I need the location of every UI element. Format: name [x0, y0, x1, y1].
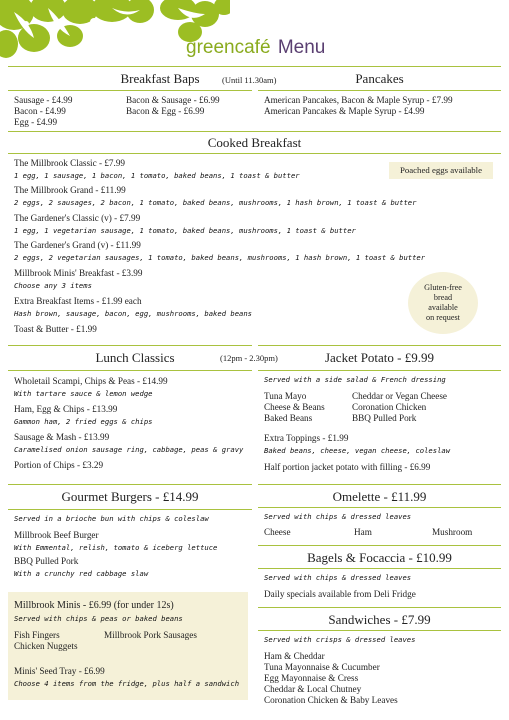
divider	[258, 607, 501, 608]
omelette-option: Cheese	[264, 527, 291, 537]
gluten-line: bread	[433, 293, 453, 302]
jacket-subtitle: Served with a side salad & French dressing	[264, 375, 446, 384]
pancakes-title: Pancakes	[355, 71, 404, 86]
divider	[258, 630, 501, 631]
divider	[258, 370, 501, 371]
omelette-option: Ham	[354, 527, 372, 537]
divider	[258, 90, 501, 91]
divider	[8, 66, 501, 67]
divider	[8, 509, 252, 510]
minis-item: Millbrook Pork Sausages	[104, 630, 197, 640]
cooked-item-desc: Hash brown, sausage, bacon, egg, mushrooms, baked beans	[14, 309, 252, 318]
divider	[8, 153, 501, 154]
divider	[258, 507, 501, 508]
minis-item: Chicken Nuggets	[14, 641, 78, 651]
minis-seed-tray: Minis' Seed Tray - £6.99	[14, 666, 105, 676]
jacket-potato-title: Jacket Potato - £9.99	[324, 350, 435, 365]
gluten-line: available	[428, 303, 458, 312]
cooked-item-name: Millbrook Minis' Breakfast - £3.99	[14, 268, 143, 278]
burger-name: Millbrook Beef Burger	[14, 530, 99, 540]
sandwiches-subtitle: Served with crisps & dressed leaves	[264, 635, 416, 644]
logo	[186, 37, 325, 59]
lunch-item-desc: With tartare sauce & lemon wedge	[14, 389, 153, 398]
jacket-filling: Cheese & Beans	[264, 402, 325, 412]
divider	[8, 484, 252, 485]
sandwich-item: Coronation Chicken & Baby Leaves	[264, 695, 398, 705]
burgers-subtitle: Served in a brioche bun with chips & coleslaw	[14, 514, 209, 523]
omelette-option: Mushroom	[432, 527, 473, 537]
jacket-filling: Cheddar or Vegan Cheese	[352, 391, 447, 401]
divider	[258, 345, 501, 346]
omelette-title: Omelette - £11.99	[332, 489, 427, 504]
cooked-item-desc: Choose any 3 items	[14, 281, 92, 290]
burger-desc: With a crunchy red cabbage slaw	[14, 569, 149, 578]
omelette-subtitle: Served with chips & dressed leaves	[264, 512, 412, 521]
sandwich-item: Cheddar & Local Chutney	[264, 684, 362, 694]
minis-item: Fish Fingers	[14, 630, 60, 640]
lunch-item-desc: Gammon ham, 2 fried eggs & chips	[14, 417, 153, 426]
divider	[258, 484, 501, 485]
bap-item: Egg - £4.99	[14, 117, 58, 127]
poached-eggs-note	[389, 162, 493, 179]
cooked-item-name: Extra Breakfast Items - £1.99 each	[14, 296, 142, 306]
sandwich-item: Egg Mayonnaise & Cress	[264, 673, 359, 683]
cooked-item-desc: 2 eggs, 2 vegetarian sausages, 1 tomato, baked beans, mushrooms, 1 hash brown, 1 toast & butter	[14, 253, 426, 262]
bagels-subtitle: Served with chips & dressed leaves	[264, 573, 412, 582]
gluten-line: on request	[426, 313, 460, 322]
sandwiches-title: Sandwiches - £7.99	[328, 612, 431, 627]
pancake-item: American Pancakes, Bacon & Maple Syrup - £7.99	[264, 95, 453, 105]
sandwich-item: Tuna Mayonnaise & Cucumber	[264, 662, 380, 672]
sandwich-item: Ham & Cheddar	[264, 651, 325, 661]
cooked-item-desc: 1 egg, 1 sausage, 1 bacon, 1 tomato, baked beans, 1 toast & butter	[14, 171, 300, 180]
cooked-item-desc: 1 egg, 1 vegetarian sausage, 1 tomato, baked beans, mushrooms, 1 toast & butter	[14, 226, 356, 235]
minis-subtitle: Served with chips & peas or baked beans	[14, 614, 183, 623]
jacket-filling: BBQ Pulled Pork	[352, 413, 417, 423]
minis-title: Millbrook Minis - £6.99 (for under 12s)	[14, 600, 174, 611]
cooked-breakfast-title: Cooked Breakfast	[207, 135, 302, 150]
burgers-title: Gourmet Burgers - £14.99	[61, 489, 199, 504]
divider	[8, 345, 252, 346]
divider	[258, 568, 501, 569]
lunch-classics-title: Lunch Classics	[95, 350, 175, 365]
bap-item: Bacon & Sausage - £6.99	[126, 95, 220, 105]
jacket-half: Half portion jacket potato with filling - £6.99	[264, 462, 431, 472]
divider	[258, 545, 501, 546]
divider	[8, 131, 501, 132]
jacket-extra: Extra Toppings - £1.99	[264, 433, 349, 443]
gluten-line: Gluten-free	[424, 283, 462, 292]
burger-desc: With Emmental, relish, tomato & iceberg lettuce	[14, 543, 218, 552]
logo-menu: Menu	[277, 37, 326, 58]
jacket-extra-desc: Baked beans, cheese, vegan cheese, coleslaw	[264, 446, 451, 455]
lunch-item-name: Wholetail Scampi, Chips & Peas - £14.99	[14, 376, 168, 386]
lunch-classics-hours: (12pm - 2.30pm)	[220, 353, 278, 363]
cooked-item-name: The Millbrook Grand - £11.99	[14, 185, 126, 195]
lunch-item-name: Portion of Chips - £3.29	[14, 460, 104, 470]
jacket-filling: Tuna Mayo	[264, 391, 307, 401]
minis-seed-desc: Choose 4 items from the fridge, plus half a sandwich	[14, 679, 240, 688]
breakfast-baps-title: Breakfast Baps	[120, 71, 200, 86]
cooked-item-name: The Millbrook Classic - £7.99	[14, 158, 126, 168]
poached-eggs-label: Poached eggs available	[399, 165, 483, 175]
bap-item: Bacon - £4.99	[14, 106, 66, 116]
jacket-filling: Baked Beans	[264, 413, 313, 423]
bap-item: Sausage - £4.99	[14, 95, 73, 105]
gluten-free-badge	[408, 272, 478, 334]
cooked-item-name: The Gardener's Classic (v) - £7.99	[14, 213, 141, 223]
bap-item: Bacon & Egg - £6.99	[126, 106, 205, 116]
bagels-title: Bagels & Focaccia - £10.99	[307, 550, 452, 565]
lunch-item-name: Ham, Egg & Chips - £13.99	[14, 404, 118, 414]
burger-name: BBQ Pulled Pork	[14, 556, 79, 566]
cooked-item-name: The Gardener's Grand (v) - £11.99	[14, 240, 141, 250]
bagels-note: Daily specials available from Deli Fridge	[264, 589, 416, 599]
divider	[8, 90, 252, 91]
cooked-item-name: Toast & Butter - £1.99	[14, 324, 97, 334]
jacket-filling: Coronation Chicken	[352, 402, 427, 412]
logo-cafe: café	[234, 37, 271, 58]
breakfast-baps-hours: (Until 11.30am)	[222, 75, 277, 85]
logo-green: green	[186, 37, 235, 58]
pancake-item: American Pancakes & Maple Syrup - £4.99	[264, 106, 425, 116]
lunch-item-desc: Caramelised onion sausage ring, cabbage, peas & gravy	[14, 445, 244, 454]
divider	[8, 370, 252, 371]
lunch-item-name: Sausage & Mash - £13.99	[14, 432, 110, 442]
cooked-item-desc: 2 eggs, 2 sausages, 2 bacon, 1 tomato, baked beans, mushrooms, 1 hash brown, 1 toast & butter	[14, 198, 417, 207]
